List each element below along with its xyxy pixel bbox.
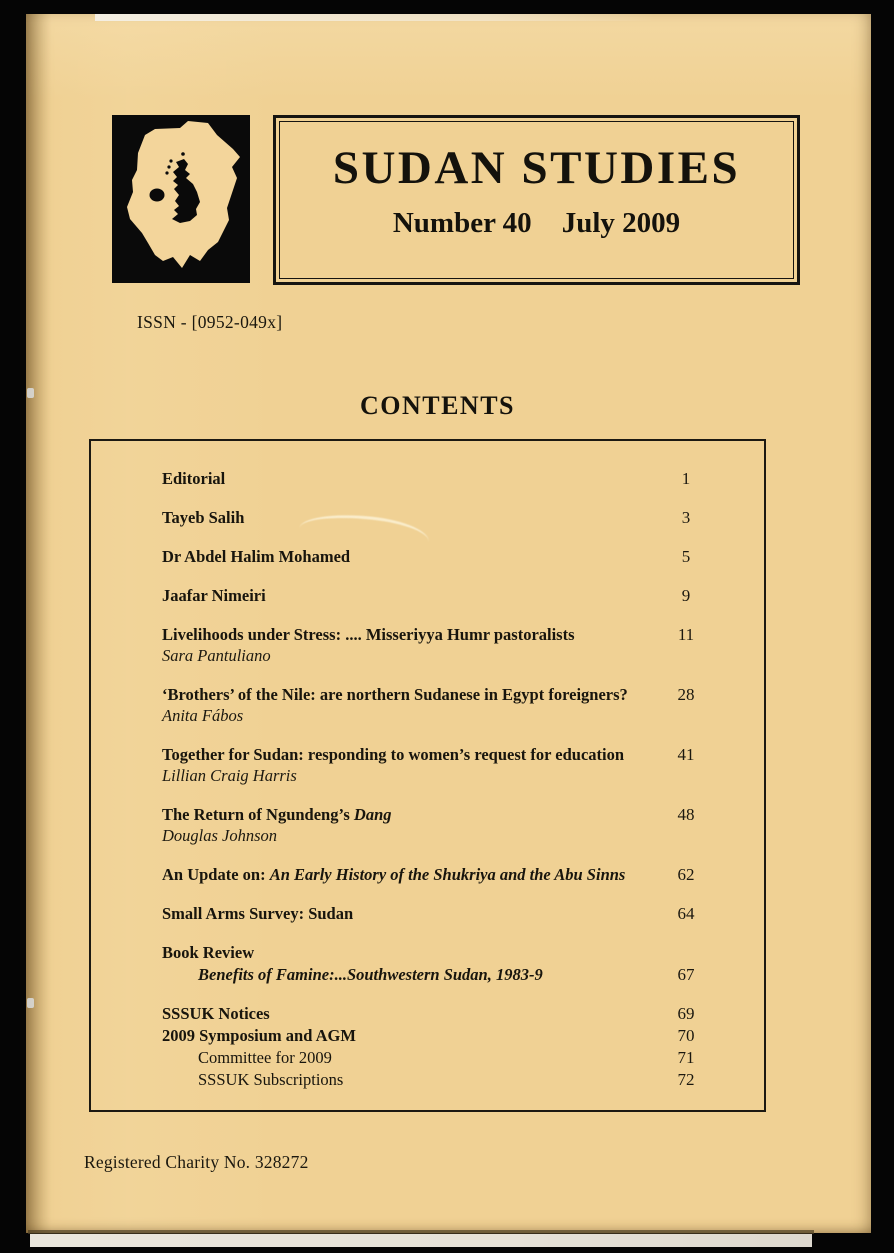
toc-page-number: 48: [677, 805, 695, 824]
issue-number: Number 40: [392, 207, 532, 239]
toc-row: [162, 468, 764, 489]
toc-row: [162, 1025, 764, 1046]
toc-page-number: 11: [677, 625, 695, 644]
toc-page-number: 72: [677, 1070, 695, 1089]
toc-title-part: Together for Sudan: responding to women’s request for education: [162, 745, 625, 764]
toc-page-number: 62: [677, 865, 695, 884]
toc-row: [162, 942, 764, 963]
toc-title: [162, 684, 664, 705]
toc-title: [162, 585, 664, 606]
masthead-box: [273, 115, 800, 285]
charity-note: Registered Charity No. 328272: [84, 1152, 309, 1172]
toc-row: [162, 804, 764, 825]
toc-title-part: Livelihoods under Stress: .... Misseriyya Humr pastoralists: [162, 625, 575, 644]
toc-title: [162, 1069, 664, 1090]
toc-page-number: 67: [677, 965, 695, 984]
toc-row: [162, 864, 764, 885]
toc-title: [162, 744, 664, 765]
toc-page-number: 5: [681, 547, 691, 566]
toc-title-part: Tayeb Salih: [162, 508, 245, 527]
toc-page-number: 71: [677, 1048, 695, 1067]
sudan-map-with-uk-silhouette-icon: [112, 115, 250, 283]
toc-title-part: ‘Brothers’ of the Nile: are northern Sudanese in Egypt foreigners?: [162, 685, 628, 704]
toc-title-part: An Early History of the Shukriya and the Abu Sinns: [269, 865, 626, 884]
toc-row: [162, 624, 764, 645]
issue-line: [276, 207, 797, 239]
toc-title: [162, 507, 664, 528]
toc-row: [162, 1003, 764, 1024]
toc-title: [162, 1003, 664, 1024]
toc-row: [162, 1047, 764, 1068]
toc-row: [162, 744, 764, 765]
staple-mark-bottom: [27, 998, 34, 1008]
toc-title: [162, 964, 664, 985]
toc-page-number: 1: [681, 469, 691, 488]
toc-title-part: An Update on:: [162, 865, 270, 884]
toc-title: [162, 1047, 664, 1068]
toc-title: [162, 864, 664, 885]
toc-author: Lillian Craig Harris: [162, 766, 297, 785]
issn-label: ISSN - [0952-049x]: [137, 312, 283, 332]
toc-title: [162, 804, 664, 825]
toc-page-number: 9: [681, 586, 691, 605]
toc-title-part: SSSUK Notices: [162, 1004, 270, 1023]
toc-page-number: 70: [677, 1026, 695, 1045]
toc-page-number: 28: [677, 685, 695, 704]
toc-author: Anita Fábos: [162, 706, 244, 725]
issue-date: July 2009: [561, 207, 681, 239]
toc-title: [162, 942, 664, 963]
toc-title-part: The Return of Ngundeng’s: [162, 805, 354, 824]
toc-title-part: Small Arms Survey: Sudan: [162, 904, 354, 923]
sssuk-logo: [112, 115, 250, 283]
page-edge-top: [95, 14, 655, 21]
toc-title-part: Jaafar Nimeiri: [162, 586, 266, 605]
toc-list: [162, 468, 764, 1090]
toc-row: [162, 1069, 764, 1090]
toc-title: [162, 903, 664, 924]
toc-title-part: Dr Abdel Halim Mohamed: [162, 547, 351, 566]
journal-title: SUDAN STUDIES: [332, 142, 741, 194]
toc-title-part: 2009 Symposium and AGM: [162, 1026, 356, 1045]
page-edge-bottom: [30, 1234, 812, 1247]
toc-title: [162, 624, 664, 645]
contents-heading: CONTENTS: [359, 391, 516, 420]
toc-title: [162, 1025, 664, 1046]
toc-title-part: Dang: [353, 805, 392, 824]
toc-row: [162, 964, 764, 985]
toc-title-part: Committee for 2009: [198, 1048, 332, 1067]
toc-row: [162, 507, 764, 528]
contents-box: [89, 439, 766, 1112]
toc-author: Douglas Johnson: [162, 826, 278, 845]
toc-row: [162, 546, 764, 567]
toc-title: [162, 546, 664, 567]
toc-page-number: 64: [677, 904, 695, 923]
toc-row: [162, 585, 764, 606]
toc-page-number: 69: [677, 1004, 695, 1023]
toc-title-part: Benefits of Famine:...Southwestern Sudan, 1983-9: [198, 965, 543, 984]
toc-title-part: Book Review: [162, 943, 255, 962]
toc-title-part: Editorial: [162, 469, 226, 488]
toc-title-part: SSSUK Subscriptions: [198, 1070, 344, 1089]
toc-page-number: 41: [677, 745, 695, 764]
toc-title: [162, 468, 664, 489]
toc-page-number: 3: [681, 508, 691, 527]
toc-author: Sara Pantuliano: [162, 646, 271, 665]
staple-mark-top: [27, 388, 34, 398]
toc-row: [162, 903, 764, 924]
toc-row: [162, 684, 764, 705]
